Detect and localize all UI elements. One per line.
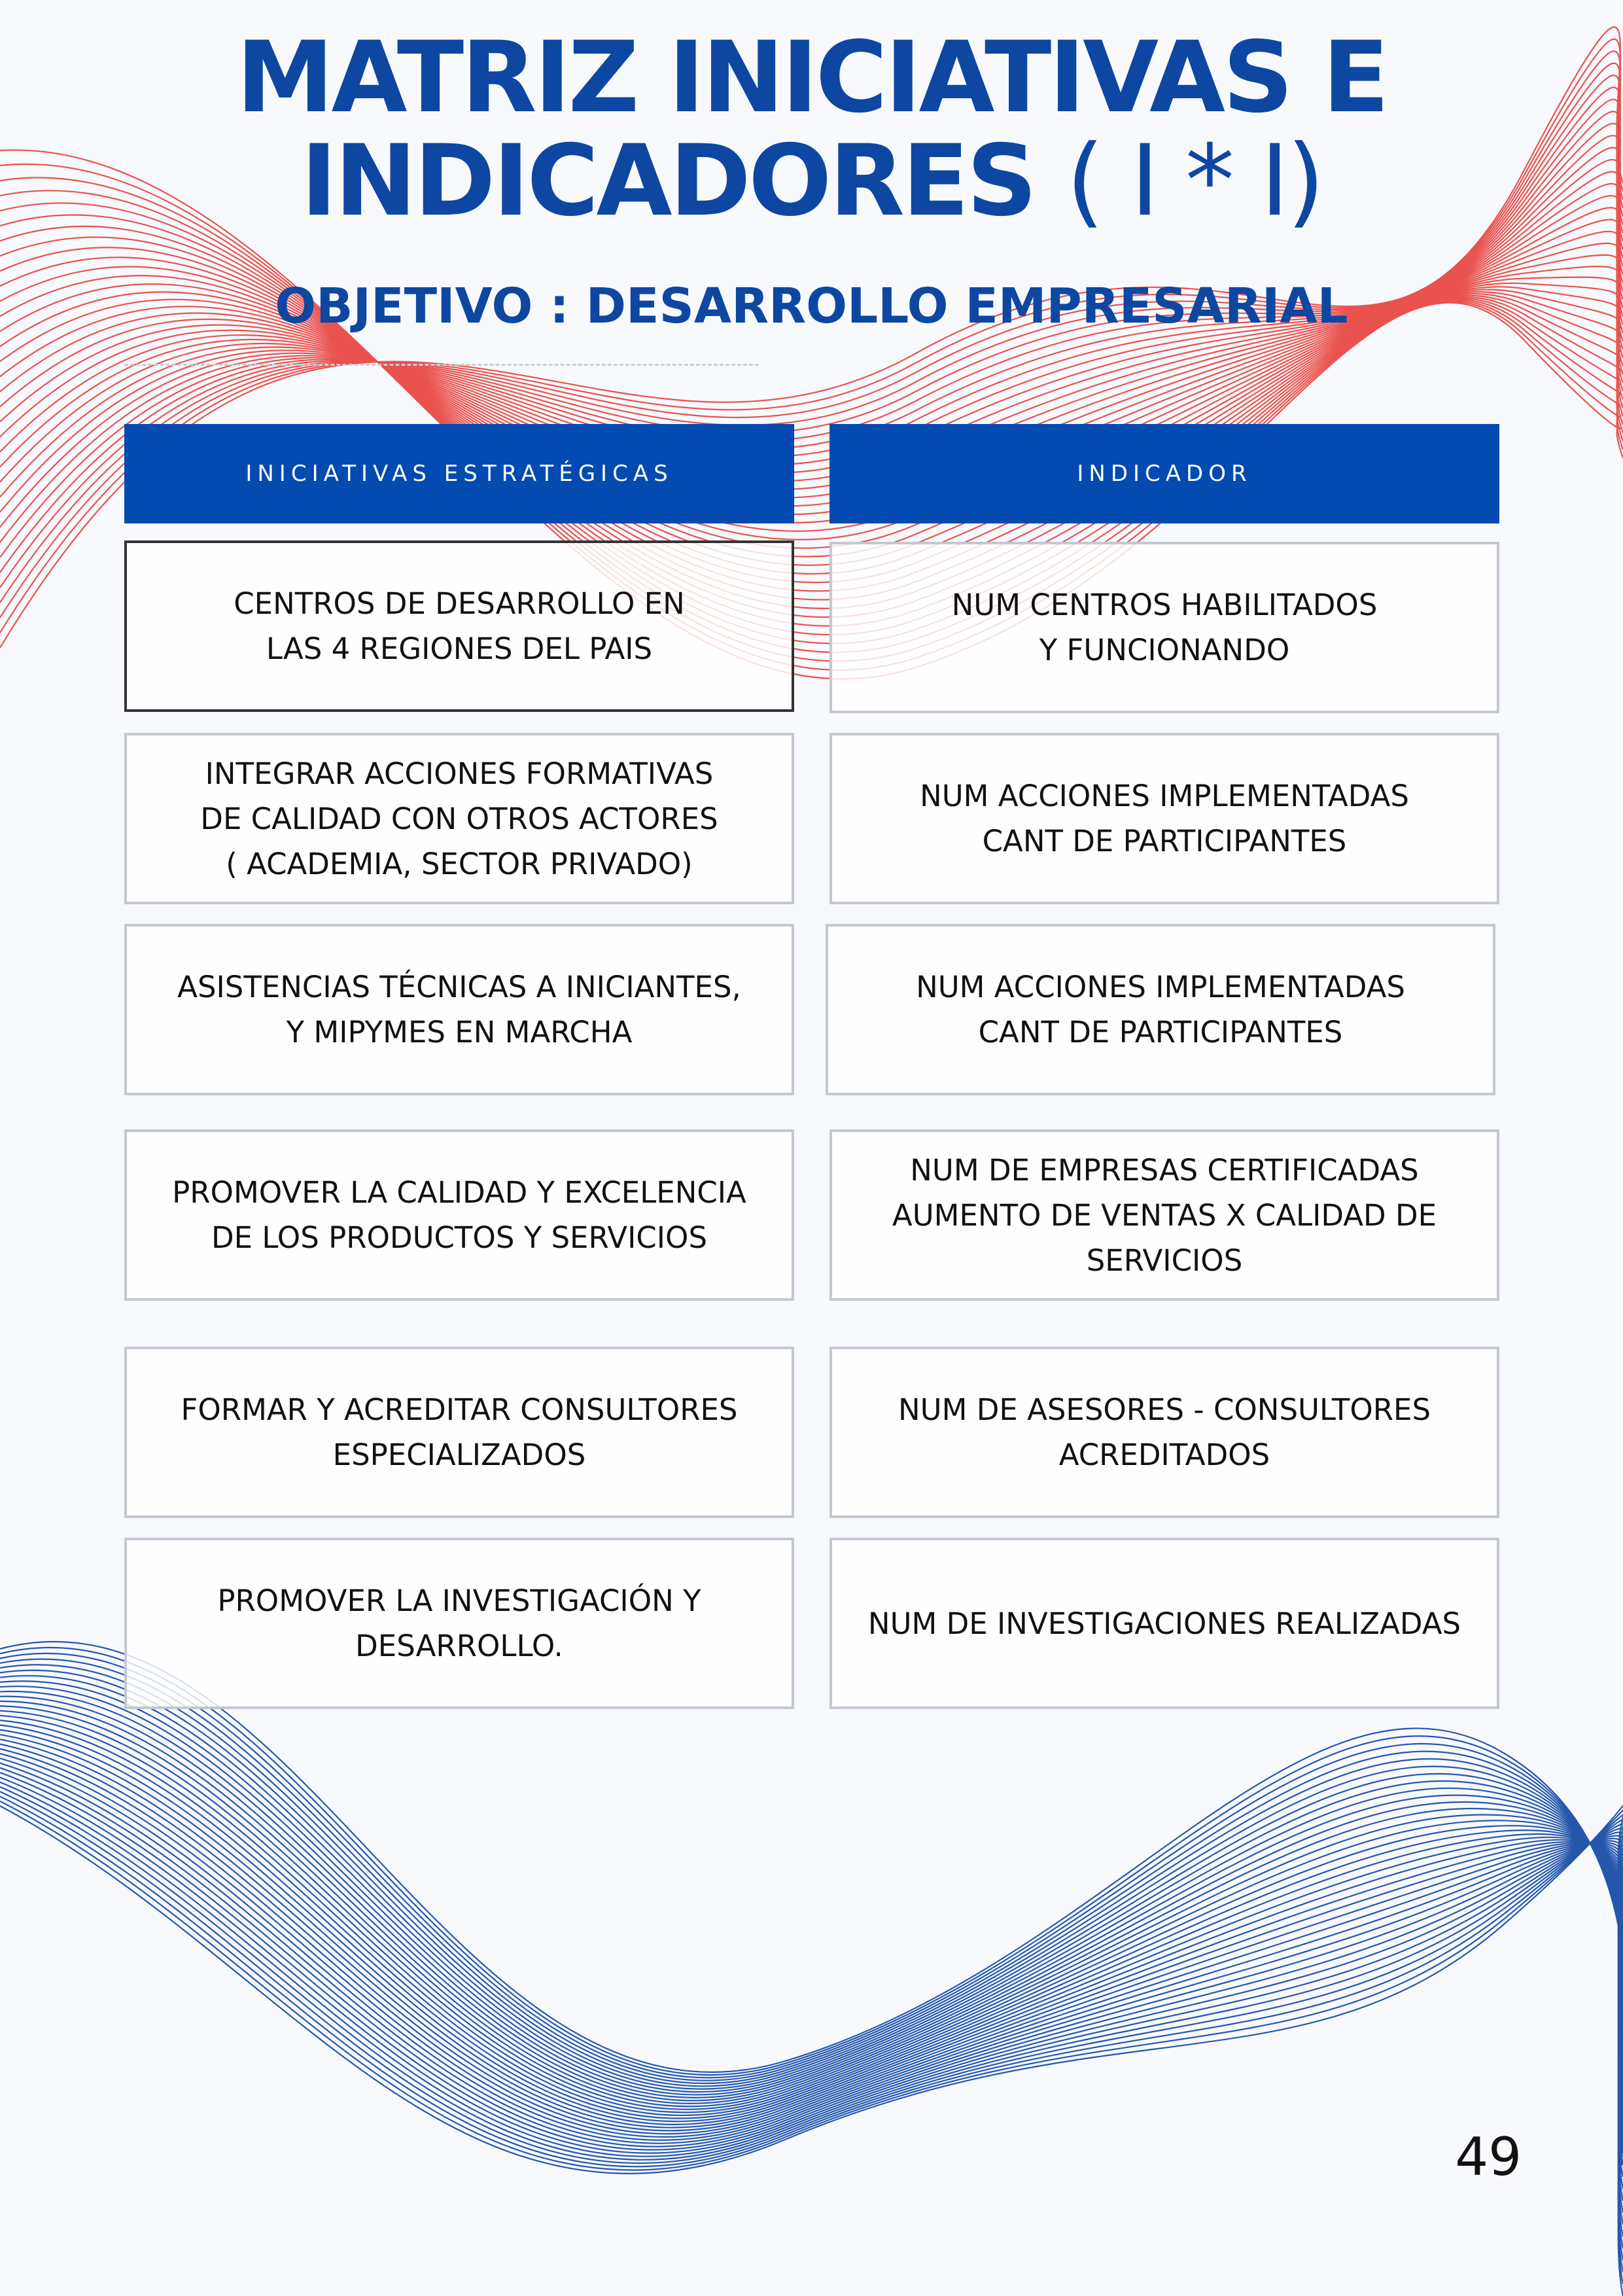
initiative-cell [124, 733, 794, 904]
page-title [0, 21, 1623, 238]
wave-line [0, 1730, 1623, 2122]
wave-line [0, 1787, 1623, 2160]
indicator-cell [829, 542, 1499, 713]
initiative-cell [124, 924, 794, 1095]
wave-line [0, 1665, 1623, 2248]
indicator-text: NUM DE INVESTIGACIONES REALIZADAS [867, 1606, 1461, 1641]
wave-line [0, 1642, 1623, 2296]
indicator-text: NUM ACCIONES IMPLEMENTADAS CANT DE PARTICIPANTES [920, 779, 1409, 858]
wave-line [0, 1763, 1623, 2144]
wave-line [0, 1739, 1623, 2127]
wave-line [0, 1691, 1623, 2189]
indicator-text: NUM CENTROS HABILITADOS Y FUNCIONANDO [951, 588, 1378, 667]
indicator-text: NUM DE ASESORES - CONSULTORES ACREDITADOS [898, 1392, 1431, 1472]
wave-line [0, 1701, 1623, 2165]
wave-line [0, 1659, 1623, 2261]
initiative-cell [124, 1538, 794, 1709]
initiative-text: FORMAR Y ACREDITAR CONSULTORES ESPECIALIZADOS [181, 1392, 738, 1472]
indicator-text: NUM DE EMPRESAS CERTIFICADAS AUMENTO DE VENTAS X CALIDAD DE SERVICIOS [892, 1152, 1437, 1278]
wave-line [0, 1801, 1623, 2170]
wave-line [0, 1801, 1623, 2174]
wave-line [0, 1648, 1623, 2284]
indicator-cell [829, 1538, 1499, 1709]
wave-line [0, 1735, 1623, 2125]
wave-line [0, 1653, 1623, 2272]
wave-line [0, 1697, 1623, 2178]
header-indicador: INDICADOR [829, 424, 1499, 523]
objective-subtitle: OBJETIVO : DESARROLLO EMPRESARIAL [275, 278, 1348, 334]
initiative-text: CENTROS DE DESARROLLO EN LAS 4 REGIONES DEL PAIS [234, 586, 685, 666]
initiative-text: PROMOVER LA INVESTIGACIÓN Y DESARROLLO. [217, 1583, 701, 1663]
header-iniciativas: INICIATIVAS ESTRATÉGICAS [124, 424, 794, 523]
indicator-cell [829, 1347, 1499, 1518]
wave-line [0, 1720, 1623, 2117]
wave-line [0, 1777, 1623, 2153]
indicator-cell [829, 1129, 1499, 1301]
indicator-cell [826, 924, 1495, 1095]
wave-line [0, 1796, 1623, 2166]
initiative-cell [124, 1347, 794, 1518]
dashed-divider [124, 364, 759, 366]
indicator-text: NUM ACCIONES IMPLEMENTADAS CANT DE PARTICIPANTES [916, 970, 1405, 1050]
page-title-line2: INDICADORES [300, 124, 1035, 238]
page-number: 49 [1455, 2127, 1522, 2187]
wave-line [0, 1744, 1623, 2130]
initiative-text: PROMOVER LA CALIDAD Y EXCELENCIA DE LOS PRODUCTOS Y SERVICIOS [172, 1175, 746, 1255]
wave-line [0, 1711, 1623, 2142]
initiative-text: ASISTENCIAS TÉCNICAS A INICIANTES, Y MIPYMES EN MARCHA [177, 970, 741, 1050]
wave-line [0, 1681, 1623, 2213]
wave-line [0, 1782, 1623, 2157]
wave-line [0, 1716, 1623, 2130]
initiative-text: INTEGRAR ACCIONES FORMATIVAS DE CALIDAD CON OTROS ACTORES ( ACADEMIA, SECTOR PRIVADO) [200, 756, 718, 881]
wave-line [0, 1686, 1623, 2200]
indicator-cell [829, 733, 1499, 904]
initiative-cell [124, 1129, 794, 1301]
wave-line [0, 1749, 1623, 2134]
wave-line [0, 1773, 1623, 2150]
wave-line [0, 1676, 1623, 2225]
page-title-abbreviation: ( I * I) [1066, 124, 1323, 238]
wave-line [0, 1768, 1623, 2147]
wave-line [0, 1792, 1623, 2163]
wave-line [0, 1754, 1623, 2137]
wave-line [0, 1725, 1623, 2118]
wave-line [0, 1670, 1623, 2236]
wave-line [0, 1758, 1623, 2140]
blue-wave-lines [0, 1642, 1623, 2296]
initiative-cell [124, 540, 794, 712]
wave-line [0, 1706, 1623, 2153]
page-title-line1: MATRIZ INICIATIVAS E [236, 21, 1387, 135]
